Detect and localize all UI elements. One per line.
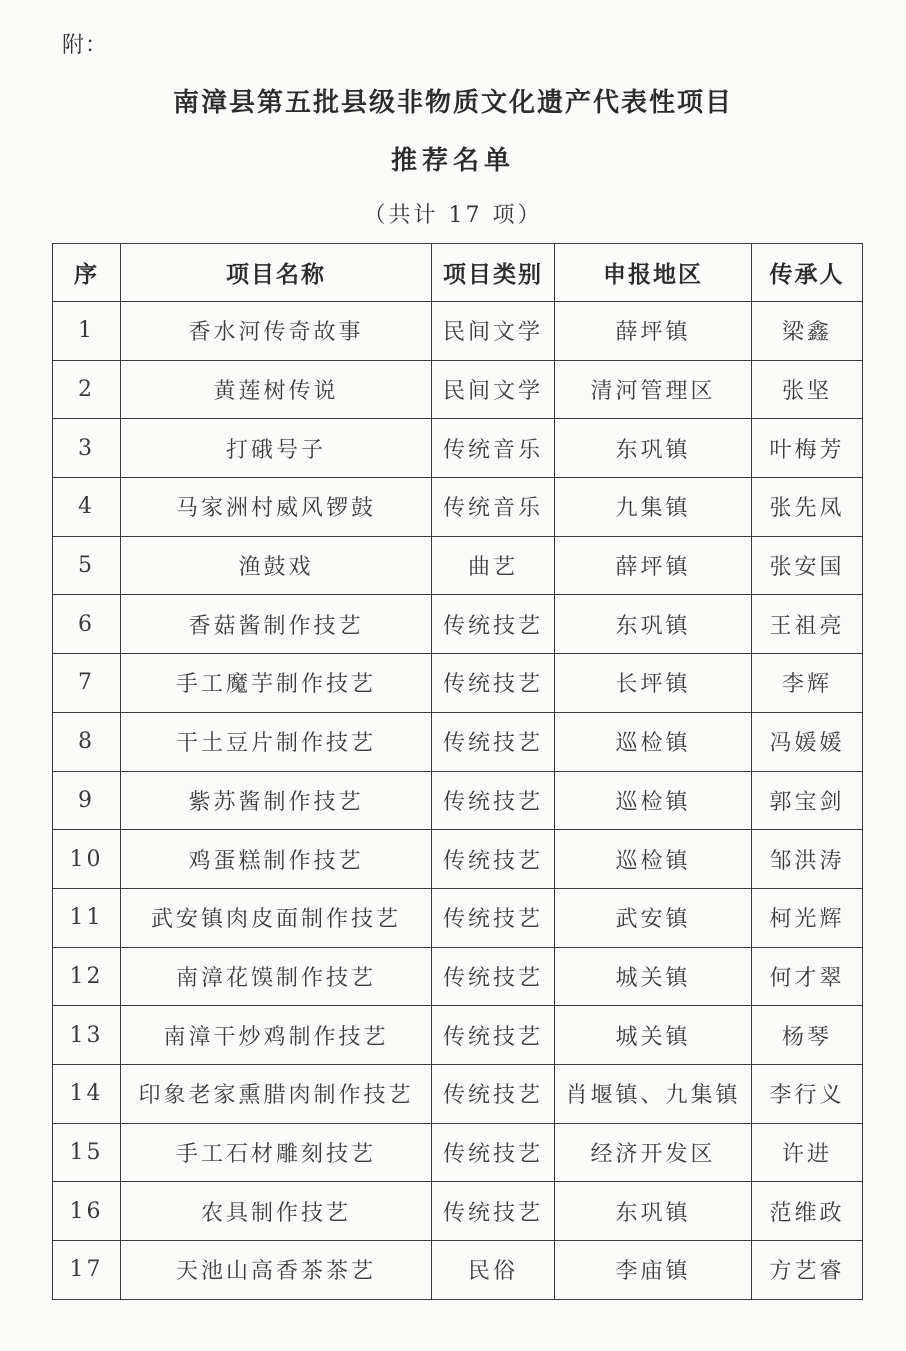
cell-index: 15 — [53, 1123, 121, 1182]
cell-category: 传统音乐 — [432, 478, 555, 537]
cell-project-name: 紫苏酱制作技艺 — [121, 771, 432, 830]
cell-project-name: 干土豆片制作技艺 — [121, 712, 432, 771]
table-row — [53, 478, 863, 537]
table-row — [53, 1241, 863, 1300]
cell-inheritor: 范维政 — [752, 1182, 863, 1241]
cell-project-name: 南漳花馍制作技艺 — [121, 947, 432, 1006]
cell-project-name: 鸡蛋糕制作技艺 — [121, 830, 432, 889]
cell-category: 民间文学 — [432, 302, 555, 361]
cell-category: 曲艺 — [432, 536, 555, 595]
cell-index: 14 — [53, 1064, 121, 1123]
cell-index: 9 — [53, 771, 121, 830]
column-header-inheritor: 传承人 — [752, 244, 863, 302]
cell-category: 传统技艺 — [432, 712, 555, 771]
cell-inheritor: 杨琴 — [752, 1006, 863, 1065]
cell-inheritor: 冯媛媛 — [752, 712, 863, 771]
table-row — [53, 419, 863, 478]
table-row — [53, 360, 863, 419]
cell-inheritor: 李行义 — [752, 1064, 863, 1123]
table-row — [53, 1182, 863, 1241]
cell-index: 5 — [53, 536, 121, 595]
cell-index: 11 — [53, 888, 121, 947]
cell-inheritor: 许进 — [752, 1123, 863, 1182]
cell-index: 16 — [53, 1182, 121, 1241]
cell-category: 民间文学 — [432, 360, 555, 419]
cell-area: 李庙镇 — [555, 1241, 752, 1300]
cell-index: 12 — [53, 947, 121, 1006]
cell-category: 传统技艺 — [432, 595, 555, 654]
cell-project-name: 香菇酱制作技艺 — [121, 595, 432, 654]
cell-index: 10 — [53, 830, 121, 889]
column-header-project-name: 项目名称 — [121, 244, 432, 302]
table-row — [53, 771, 863, 830]
cell-area: 巡检镇 — [555, 771, 752, 830]
cell-category: 传统技艺 — [432, 1006, 555, 1065]
table-row — [53, 830, 863, 889]
cell-inheritor: 柯光辉 — [752, 888, 863, 947]
cell-project-name: 印象老家熏腊肉制作技艺 — [121, 1064, 432, 1123]
cell-area: 东巩镇 — [555, 419, 752, 478]
table-row — [53, 1064, 863, 1123]
cell-index: 13 — [53, 1006, 121, 1065]
cell-area: 东巩镇 — [555, 1182, 752, 1241]
cell-category: 传统技艺 — [432, 1064, 555, 1123]
table-row — [53, 536, 863, 595]
cell-index: 7 — [53, 654, 121, 713]
table-body — [53, 302, 863, 1300]
cell-category: 传统技艺 — [432, 1123, 555, 1182]
cell-area: 肖堰镇、九集镇 — [555, 1064, 752, 1123]
cell-index: 2 — [53, 360, 121, 419]
cell-index: 4 — [53, 478, 121, 537]
cell-category: 传统技艺 — [432, 830, 555, 889]
item-count-note: （共计 17 项） — [363, 203, 543, 228]
column-header-area: 申报地区 — [555, 244, 752, 302]
cell-inheritor: 张安国 — [752, 536, 863, 595]
cell-area: 城关镇 — [555, 1006, 752, 1065]
column-header-category: 项目类别 — [432, 244, 555, 302]
cell-project-name: 手工魔芋制作技艺 — [121, 654, 432, 713]
cell-inheritor: 梁鑫 — [752, 302, 863, 361]
recommendation-table — [52, 243, 863, 1300]
cell-project-name: 南漳干炒鸡制作技艺 — [121, 1006, 432, 1065]
cell-category: 传统技艺 — [432, 1182, 555, 1241]
cell-inheritor: 张先凤 — [752, 478, 863, 537]
column-header-index: 序 — [53, 244, 121, 302]
cell-inheritor: 张坚 — [752, 360, 863, 419]
document-title: 南漳县第五批县级非物质文化遗产代表性项目 — [172, 88, 733, 118]
cell-inheritor: 叶梅芳 — [752, 419, 863, 478]
cell-project-name: 渔鼓戏 — [121, 536, 432, 595]
cell-area: 巡检镇 — [555, 830, 752, 889]
table-row — [53, 1006, 863, 1065]
cell-category: 传统技艺 — [432, 888, 555, 947]
cell-area: 城关镇 — [555, 947, 752, 1006]
cell-area: 九集镇 — [555, 478, 752, 537]
table-row — [53, 1123, 863, 1182]
cell-index: 6 — [53, 595, 121, 654]
cell-project-name: 香水河传奇故事 — [121, 302, 432, 361]
cell-area: 东巩镇 — [555, 595, 752, 654]
cell-project-name: 黄莲树传说 — [121, 360, 432, 419]
cell-area: 武安镇 — [555, 888, 752, 947]
cell-project-name: 马家洲村威风锣鼓 — [121, 478, 432, 537]
cell-area: 清河管理区 — [555, 360, 752, 419]
cell-area: 薛坪镇 — [555, 302, 752, 361]
document-title-line2: 推荐名单 — [390, 146, 515, 176]
cell-area: 长坪镇 — [555, 654, 752, 713]
cell-project-name: 手工石材雕刻技艺 — [121, 1123, 432, 1182]
table-row — [53, 654, 863, 713]
appendix-label: 附： — [62, 33, 109, 58]
cell-category: 民俗 — [432, 1241, 555, 1300]
table-row — [53, 888, 863, 947]
cell-area: 巡检镇 — [555, 712, 752, 771]
cell-index: 8 — [53, 712, 121, 771]
table-header-row — [53, 244, 863, 302]
cell-category: 传统技艺 — [432, 947, 555, 1006]
cell-index: 17 — [53, 1241, 121, 1300]
cell-inheritor: 何才翠 — [752, 947, 863, 1006]
cell-inheritor: 李辉 — [752, 654, 863, 713]
cell-area: 薛坪镇 — [555, 536, 752, 595]
cell-category: 传统技艺 — [432, 654, 555, 713]
cell-category: 传统音乐 — [432, 419, 555, 478]
table-row — [53, 712, 863, 771]
table-row — [53, 302, 863, 361]
cell-inheritor: 方艺睿 — [752, 1241, 863, 1300]
cell-project-name: 天池山高香茶茶艺 — [121, 1241, 432, 1300]
table-row — [53, 947, 863, 1006]
table-row — [53, 595, 863, 654]
cell-inheritor: 邹洪涛 — [752, 830, 863, 889]
cell-project-name: 武安镇肉皮面制作技艺 — [121, 888, 432, 947]
cell-index: 3 — [53, 419, 121, 478]
cell-area: 经济开发区 — [555, 1123, 752, 1182]
cell-index: 1 — [53, 302, 121, 361]
cell-inheritor: 郭宝剑 — [752, 771, 863, 830]
cell-category: 传统技艺 — [432, 771, 555, 830]
cell-project-name: 打硪号子 — [121, 419, 432, 478]
cell-inheritor: 王祖亮 — [752, 595, 863, 654]
cell-project-name: 农具制作技艺 — [121, 1182, 432, 1241]
